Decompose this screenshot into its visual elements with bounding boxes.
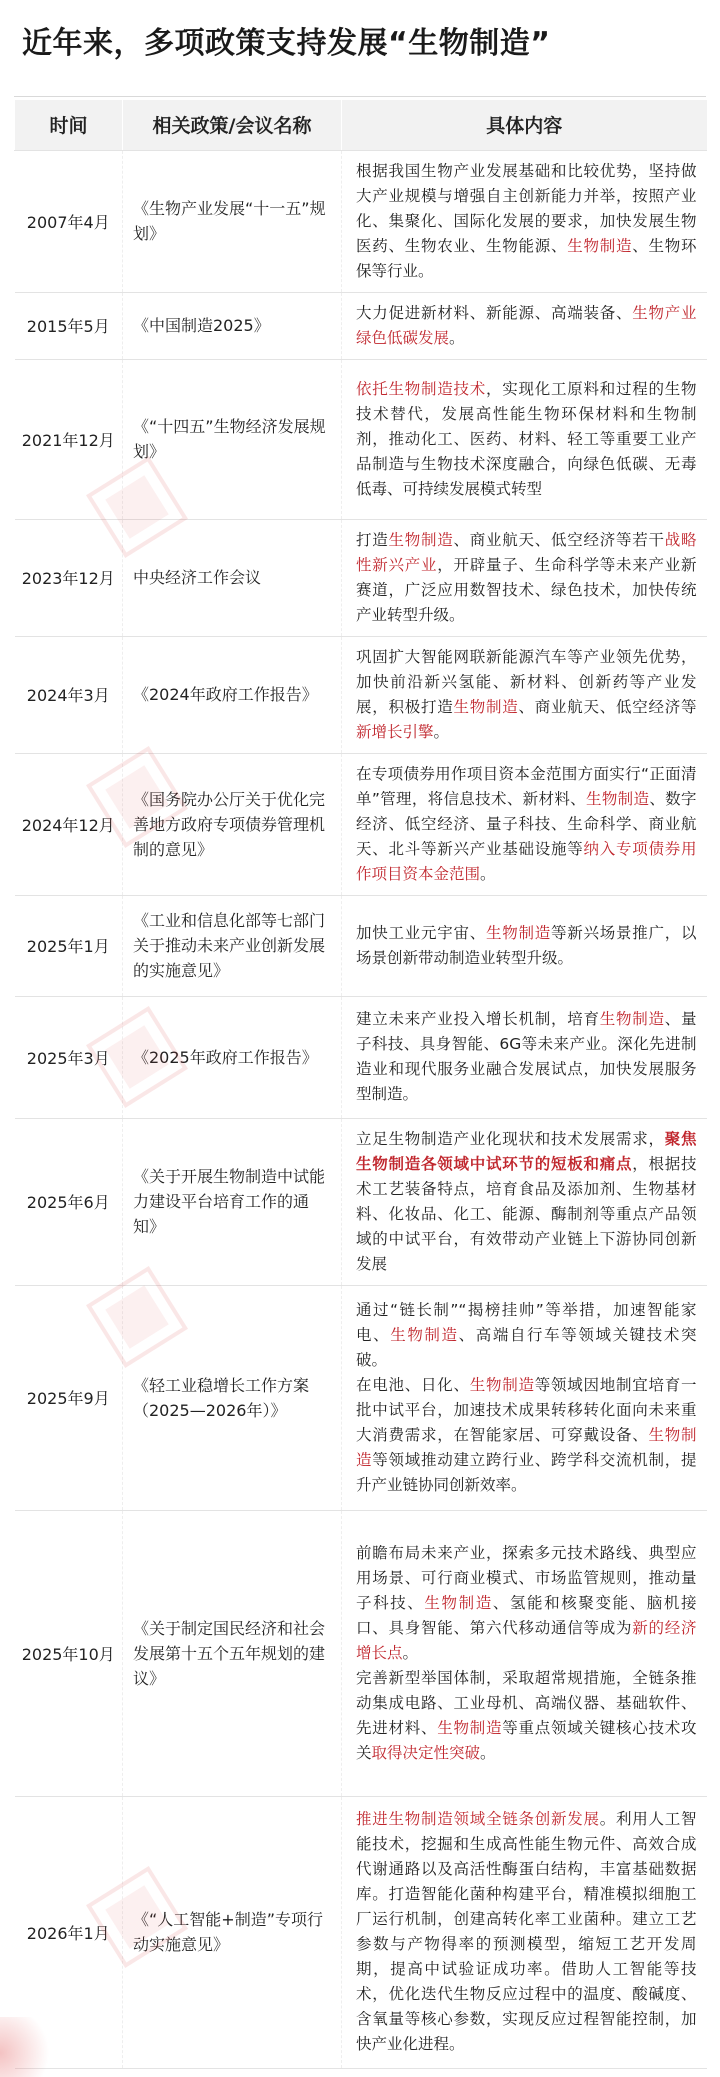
highlight-text: 生物制造 <box>586 789 650 808</box>
highlight-text: 生物制造 <box>599 1010 665 1028</box>
table-row <box>15 1118 707 1285</box>
detail-text: 。 <box>449 328 465 347</box>
detail-text: 。 <box>480 1743 496 1762</box>
highlight-text: 战略性新兴产业 <box>356 530 697 574</box>
highlight-text: 依托生物制造技术 <box>356 379 486 398</box>
detail-text: 。 <box>402 1643 419 1662</box>
cell-time: 2025年10月 <box>15 1510 123 1796</box>
cell-time: 2025年6月 <box>15 1118 123 1285</box>
detail-text: 。 <box>433 722 450 741</box>
table-row <box>15 150 707 292</box>
cell-detail <box>342 636 707 753</box>
detail-text: 、生物环保等行业。 <box>356 236 697 280</box>
cell-time: 2024年3月 <box>15 636 123 753</box>
detail-text: 立足生物制造产业化现状和技术发展需求， <box>356 1129 665 1148</box>
highlight-text: 生物制造 <box>390 1325 459 1344</box>
detail-text: 、氢能和核聚变能、脑机接口、具身智能、第六代移动通信等成为 <box>356 1593 697 1637</box>
highlight-text: 纳入专项债券用作项目资本金范围 <box>356 839 697 883</box>
highlight-text: 聚焦生物制造各领域中试环节的短板和痛点 <box>356 1129 697 1173</box>
cell-detail <box>342 292 707 359</box>
detail-text: 打造 <box>356 530 389 549</box>
detail-text: 。 <box>480 864 496 883</box>
policy-table <box>14 100 707 2069</box>
detail-text: 完善新型举国体制，采取超常规措施，全链条推动集成电路、工业母机、高端仪器、基础软件、先进材料、 <box>356 1668 697 1737</box>
header-detail: 具体内容 <box>342 100 707 150</box>
highlight-text: 新增长引擎 <box>356 722 434 741</box>
cell-policy-name: 《“人工智能+制造”专项行动实施意见》 <box>123 1796 342 2068</box>
highlight-text: 生物制造 <box>469 1375 535 1394</box>
detail-text: 根据我国生物产业发展基础和比较优势，坚持做大产业规模与增强自主创新能力并举，按照产业化、集聚化、国际化发展的要求，加快发展生物医药、生物农业、生物能源、 <box>356 161 697 255</box>
detail-text: 、商业航天、低空经济等 <box>518 697 697 716</box>
detail-text: 建立未来产业投入增长机制，培育 <box>356 1010 600 1028</box>
cell-policy-name: 《轻工业稳增长工作方案（2025—2026年）》 <box>123 1285 342 1510</box>
cell-detail <box>342 519 707 636</box>
cell-detail <box>342 996 707 1118</box>
cell-policy-name: 中央经济工作会议 <box>123 519 342 636</box>
cell-detail <box>342 1510 707 1796</box>
table-row <box>15 1510 707 1796</box>
cell-detail <box>342 1118 707 1285</box>
detail-text: 巩固扩大智能网联新能源汽车等产业领先优势，加快前沿新兴氢能、新材料、创新药等产业发展，积极打造 <box>356 647 697 716</box>
detail-text: 通过“链长制”“揭榜挂帅”等举措，加速智能家电、 <box>356 1300 697 1344</box>
cell-detail <box>342 895 707 996</box>
highlight-text: 生物制造 <box>485 923 551 942</box>
detail-text: 加快工业元宇宙、 <box>356 923 486 942</box>
cell-policy-name: 《生物产业发展“十一五”规划》 <box>123 150 342 292</box>
cell-time: 2025年1月 <box>15 895 123 996</box>
cell-policy-name: 《关于制定国民经济和社会发展第十五个五年规划的建议》 <box>123 1510 342 1796</box>
detail-text: 等新兴场景推广，以场景创新带动制造业转型升级。 <box>356 923 697 967</box>
cell-time: 2023年12月 <box>15 519 123 636</box>
table-row <box>15 292 707 359</box>
table-row <box>15 895 707 996</box>
highlight-text: 推进生物制造领域全链条创新发展 <box>356 1810 600 1828</box>
detail-text: 等重点领域关键核心技术攻关 <box>356 1718 697 1762</box>
highlight-text: 生物制造 <box>356 1425 697 1469</box>
detail-text: ，实现化工原料和过程的生物技术替代，发展高性能生物环保材料和生物制剂，推动化工、医药、材料、轻工等重要工业产品制造与生物技术深度融合，向绿色低碳、无毒低毒、可持续发展模式转型 <box>356 379 697 498</box>
detail-text: ，开辟量子、生命科学等未来产业新赛道，广泛应用数智技术、绿色技术，加快传统产业转型升级。 <box>356 555 697 624</box>
cell-detail <box>342 1796 707 2068</box>
highlight-text: 生物制造 <box>567 236 633 255</box>
cell-time: 2007年4月 <box>15 150 123 292</box>
header-policy-name: 相关政策/会议名称 <box>123 100 342 150</box>
detail-text: 等领域因地制宜培育一批中试平台，加速技术成果转移转化面向未来重大消费需求，在智能家居、可穿戴设备、 <box>356 1375 697 1444</box>
highlight-text: 取得决定性突破 <box>371 1743 481 1762</box>
header-time: 时间 <box>15 100 123 150</box>
table-header-row <box>15 100 707 150</box>
cell-policy-name: 《关于开展生物制造中试能力建设平台培育工作的通知》 <box>123 1118 342 1285</box>
cell-policy-name: 《工业和信息化部等七部门关于推动未来产业创新发展的实施意见》 <box>123 895 342 996</box>
highlight-text: 生物制造 <box>388 530 454 549</box>
detail-text: 。利用人工智能技术，挖掘和生成高性能生物元件、高效合成代谢通路以及高活性酶蛋白结构，丰富基础数据库。打造智能化菌种构建平台，精准模拟细胞工厂运行机制，创建高转化率工业菌种。建立工艺参数与产物得率的预测模型，缩短工艺开发周期，提高中试验证成功率。借助人工智能等技术，优化迭代生物反应过程中的温度、酸碱度、含氧量等核心参数，实现反应过程智能控制，加快产业化进程。 <box>356 1810 697 2053</box>
cell-detail <box>342 150 707 292</box>
table-row <box>15 1796 707 2068</box>
detail-text: ，根据技术工艺装备特点，培育食品及添加剂、生物基材料、化妆品、化工、能源、酶制剂等重点产品领域的中试平台，有效带动产业链上下游协同创新发展 <box>356 1154 697 1273</box>
cell-time: 2025年9月 <box>15 1285 123 1510</box>
detail-text: 、高端自行车等领域关键技术突破。 <box>356 1325 697 1369</box>
highlight-text: 新的经济增长点 <box>356 1618 697 1662</box>
highlight-text: 生物产业绿色低碳发展 <box>356 303 697 347</box>
highlight-text: 生物制造 <box>437 1718 503 1737</box>
highlight-text: 生物制造 <box>424 1593 493 1612</box>
detail-text: 等领域推动建立跨行业、跨学科交流机制，提升产业链协同创新效率。 <box>356 1450 697 1494</box>
table-row <box>15 753 707 895</box>
detail-text: 大力促进新材料、新能源、高端装备、 <box>356 303 633 322</box>
table-row <box>15 1285 707 1510</box>
detail-text: 、量子科技、具身智能、6G等未来产业。深化先进制造业和现代服务业融合发展试点，加快发展服务型制造。 <box>356 1010 697 1103</box>
corner-fade <box>0 2017 60 2077</box>
cell-detail <box>342 359 707 519</box>
table-row <box>15 996 707 1118</box>
detail-text: 、商业航天、低空经济等若干 <box>453 530 665 549</box>
cell-time: 2024年12月 <box>15 753 123 895</box>
highlight-text: 生物制造 <box>453 697 519 716</box>
detail-text: 在电池、日化、 <box>356 1375 470 1394</box>
cell-policy-name: 《2025年政府工作报告》 <box>123 996 342 1118</box>
cell-detail <box>342 1285 707 1510</box>
title-divider <box>14 96 706 97</box>
cell-policy-name: 《“十四五”生物经济发展规划》 <box>123 359 342 519</box>
detail-text: 在专项债券用作项目资本金范围方面实行“正面清单”管理，将信息技术、新材料、 <box>356 764 697 808</box>
table-row <box>15 636 707 753</box>
cell-policy-name: 《国务院办公厅关于优化完善地方政府专项债券管理机制的意见》 <box>123 753 342 895</box>
cell-time: 2025年3月 <box>15 996 123 1118</box>
cell-detail <box>342 753 707 895</box>
detail-text: 、数字经济、低空经济、量子科技、生命科学、商业航天、北斗等新兴产业基础设施等 <box>356 789 697 858</box>
page-title: 近年来，多项政策支持发展“生物制造” <box>22 26 551 61</box>
cell-time: 2026年1月 <box>15 1796 123 2068</box>
cell-policy-name: 《2024年政府工作报告》 <box>123 636 342 753</box>
cell-time: 2021年12月 <box>15 359 123 519</box>
table-row <box>15 359 707 519</box>
cell-time: 2015年5月 <box>15 292 123 359</box>
detail-text: 前瞻布局未来产业，探索多元技术路线、典型应用场景、可行商业模式、市场监管规则，推动量子科技、 <box>356 1543 697 1612</box>
table-row <box>15 519 707 636</box>
cell-policy-name: 《中国制造2025》 <box>123 292 342 359</box>
